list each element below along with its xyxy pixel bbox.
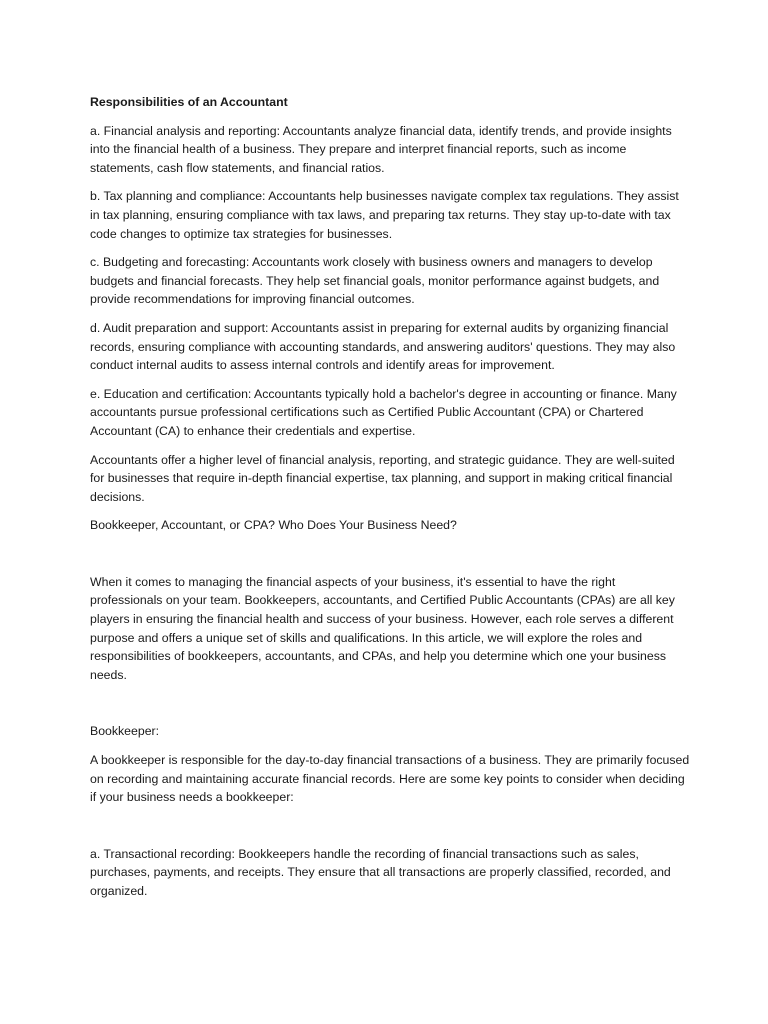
document-title: Responsibilities of an Accountant <box>90 95 288 109</box>
document-page <box>90 93 690 911</box>
section-heading-who-does-your-business-need: Bookkeeper, Accountant, or CPA? Who Does Your Business Need? <box>90 518 457 533</box>
paragraph-budgeting: c. Budgeting and forecasting: Accountants work closely with business owners and managers to develop budgets and financial forecasts. They help set financial goals, monitor performance against budgets, and provide recommendations for improving financial outcomes. <box>90 255 660 307</box>
section-heading-bookkeeper: Bookkeeper: <box>90 724 160 739</box>
paragraph-education: e. Education and certification: Accountants typically hold a bachelor's degree in accounting or finance. Many accountants pursue professional certifications such as Certified Public Accountant (CPA) or Chartered Accountant (CA) to enhance their credentials and expertise. <box>90 386 677 438</box>
paragraph-transactional-recording: a. Transactional recording: Bookkeepers handle the recording of financial transactions such as sales, purchases, payments, and receipts. They ensure that all transactions are properly classified, recorded, and organized. <box>90 846 671 898</box>
paragraph-financial-analysis: a. Financial analysis and reporting: Accountants analyze financial data, identify trends, and provide insights into the financial health of a business. They prepare and interpret financial reports, such as income statements, cash flow statements, and financial ratios. <box>90 123 672 175</box>
paragraph-accountants-summary: Accountants offer a higher level of financial analysis, reporting, and strategic guidance. They are well-suited for businesses that require in-depth financial expertise, tax planning, and support in making critical financial decisions. <box>90 452 675 504</box>
paragraph-tax-planning: b. Tax planning and compliance: Accountants help businesses navigate complex tax regulations. They assist in tax planning, ensuring compliance with tax laws, and preparing tax returns. They stay up-to-date with tax code changes to optimize tax strategies for businesses. <box>90 189 679 241</box>
paragraph-audit: d. Audit preparation and support: Accountants assist in preparing for external audits by organizing financial records, ensuring compliance with accounting standards, and answering auditors' questions. They may also conduct internal audits to assess internal controls and identify areas for improvement. <box>90 320 676 373</box>
paragraph-introduction: When it comes to managing the financial aspects of your business, it's essential to have the right professionals on your team. Bookkeepers, accountants, and Certified Public Accountants (CPAs) are all key players in ensuring the financial health and success of your business. However, each role serves a different purpose and offers a unique set of skills and qualifications. In this article, we will explore the roles and responsibilities of bookkeepers, accountants, and CPAs, and help you determine which one your business needs. <box>90 574 675 682</box>
paragraph-bookkeeper-overview: A bookkeeper is responsible for the day-to-day financial transactions of a business. They are primarily focused on recording and maintaining accurate financial records. Here are some key points to consider when deciding if your business needs a bookkeeper: <box>90 753 690 805</box>
